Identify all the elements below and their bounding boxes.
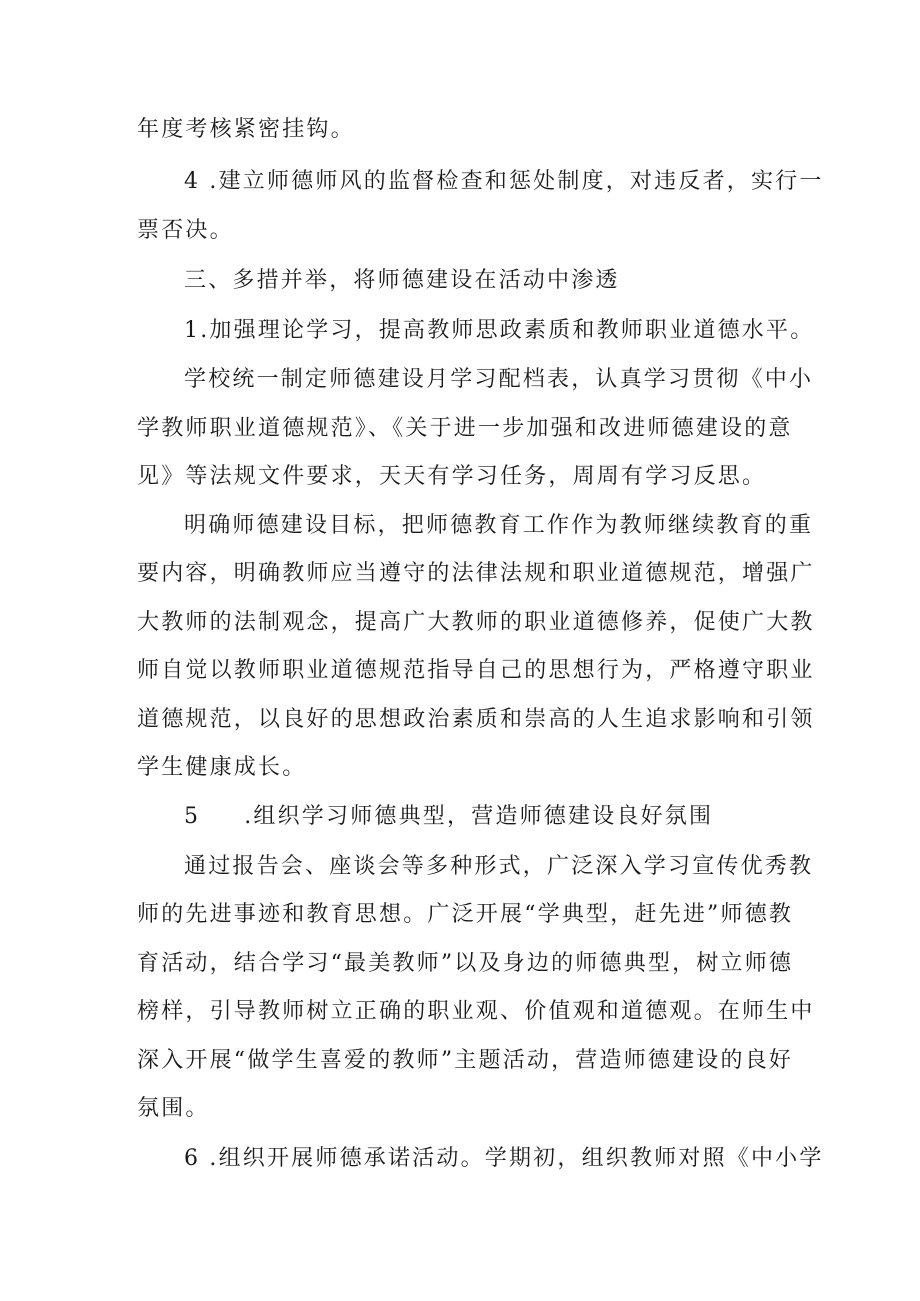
paragraph-line-11: 大教师的法制观念，提高广大教师的职业道德修养，促使广大教: [137, 610, 815, 635]
paragraph-line-13: 道德规范，以良好的思想政治素质和崇高的人生追求影响和引领: [137, 707, 815, 732]
item-number: 5: [184, 804, 201, 829]
paragraph-line-7: 学教师职业道德规范》、《关于进一步加强和改进师德建设的意: [137, 416, 793, 441]
paragraph-line-12: 师自觉以教师职业道德规范指导自己的思想行为，严格遵守职业: [137, 658, 815, 683]
subheading-6: 6 .组织开展师德承诺活动。学期初，组织教师对照《中小学: [184, 1146, 824, 1171]
paragraph-line-10: 要内容，明确教师应当遵守的法律法规和职业道德规范，增强广: [137, 561, 815, 586]
paragraph-line-1: 年度考核紧密挂钩。: [137, 117, 355, 142]
paragraph-line-3: 票否决。: [137, 218, 234, 243]
subheading-1: 1.加强理论学习，提高教师思政素质和教师职业道德水平。: [184, 318, 815, 343]
paragraph-line-14: 学生健康成长。: [137, 755, 307, 780]
paragraph-line-21: 氛围。: [137, 1096, 210, 1121]
paragraph-line-9: 明确师德建设目标，把师德教育工作作为教师继续教育的重: [184, 513, 814, 538]
paragraph-line-19: 榜样，引导教师树立正确的职业观、价值观和道德观。在师生中: [137, 999, 815, 1024]
subheading-5: [184, 802, 797, 832]
subheading-5-text: .组织学习师德典型，营造师德建设良好氛围: [244, 804, 714, 829]
paragraph-line-16: 通过报告会、座谈会等多种形式，广泛深入学习宣传优秀教: [184, 854, 814, 879]
paragraph-line-17: 师的先进事迹和教育思想。广泛开展“学典型，赶先进”师德教: [137, 902, 794, 927]
paragraph-line-20: 深入开展“做学生喜爱的教师”主题活动，营造师德建设的良好: [137, 1048, 794, 1073]
paragraph-line-18: 育活动，结合学习“最美教师”以及身边的师德典型，树立师德: [137, 951, 794, 976]
paragraph-line-8: 见》等法规文件要求，天天有学习任务，周周有学习反思。: [137, 464, 767, 489]
paragraph-line-2: 4 .建立师德师风的监督检查和惩处制度，对违反者，实行一: [184, 169, 824, 194]
paragraph-line-6: 学校统一制定师德建设月学习配档表，认真学习贯彻《中小: [184, 367, 814, 392]
section-heading-3: 三、多措并举，将师德建设在活动中渗透: [184, 268, 620, 293]
